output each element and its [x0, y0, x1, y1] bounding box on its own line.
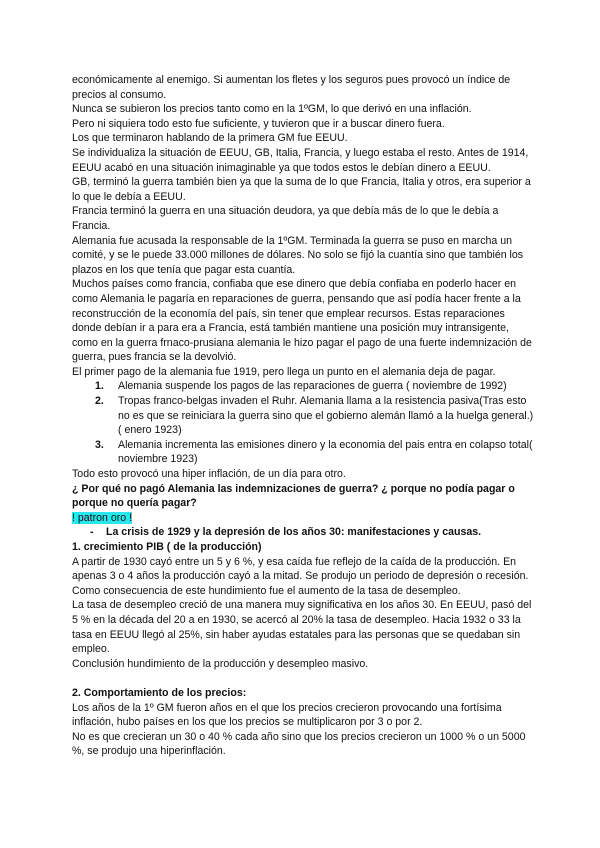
- paragraph: Los años de la 1º GM fueron años en el que los precios crecieron provocando una fortísima inflación, hubo países en los que los precios se multiplicaron por 3 o por 2.: [72, 701, 502, 729]
- paragraph: Conclusión hundimiento de la producción y desempleo masivo.: [72, 657, 369, 670]
- document-page: [72, 73, 534, 759]
- dash-bullet: -: [90, 526, 94, 539]
- paragraph: Se individualiza la situación de EEUU, GB, Italia, Francia, y luego estaba el resto. Antes de 1914, EEUU acabó en una situación inimaginable ya que todos estos le debían dinero a EEUU.: [72, 146, 529, 174]
- paragraph: económicamente al enemigo. Si aumentan los fletes y los seguros pues provocó un índice de precios al consumo.: [72, 74, 511, 101]
- section-title: La crisis de 1929 y la depresión de los años 30: manifestaciones y causas.: [106, 526, 482, 539]
- paragraph: Los que terminaron hablando de la primera GM fue EEUU.: [72, 132, 348, 145]
- paragraph: Muchos países como francia, confiaba que ese dinero que debía confiaba en poderlo hacer en como Alemania le pagaría en reparaciones de guerra, pensando que así podía hacer frente a la reconstrucción de la economía del país, sin tener que emplear recursos. Estas reparaciones donde debían ir a para era a Francia, está también mantiene una posición muy intransigente, como en la guerra frnaco-prusiana alemania le hizo pagar el pago de una fuerte indemnización de guerra, pues francia se la devolvió.: [72, 278, 532, 364]
- paragraph: A partir de 1930 cayó entre un 5 y 6 %, y esa caída fue reflejo de la caída de la producción. En apenas 3 o 4 años la producción cayó a la mitad. Se produjo un periodo de depresión o recesión. Como consecuencia de este hundimiento fue el aumento de la tasa de desempleo.: [72, 555, 529, 597]
- list-number: 2.: [95, 395, 104, 408]
- list-item: [72, 394, 534, 438]
- paragraph: Alemania fue acusada la responsable de la 1ºGM. Terminada la guerra se puso en marcha un comité, y se le puede 33.000 millones de dólares. No solo se fijó la cuantía sino que también los plazos en los que tenía que pagar esta cuantía.: [72, 234, 524, 276]
- subheading: 1. crecimiento PIB ( de la producción): [72, 541, 262, 553]
- list-item-text: Alemania incrementa las emisiones dinero y la economia del pais entra en colapso total( noviembre 1923): [118, 438, 533, 466]
- paragraph: Pero ni siquiera todo esto fue suficiente, y tuvieron que ir a buscar dinero fuera.: [72, 117, 445, 130]
- paragraph: Francia terminó la guerra en una situación deudora, ya que debía más de lo que le debía a Francia.: [72, 205, 499, 232]
- section-heading: [72, 525, 534, 540]
- spacer: [72, 671, 534, 686]
- subheading: 2. Comportamiento de los precios:: [72, 686, 247, 699]
- question-text: ¿ Por qué no pagó Alemania las indemnizaciones de guerra? ¿ porque no podía pagar o porque no quería pagar?: [72, 482, 515, 510]
- paragraph: Nunca se subieron los precios tanto como en la 1ºGM, lo que derivó en una inflación.: [72, 103, 472, 116]
- highlight-note: ! patron oro !: [72, 511, 133, 524]
- paragraph: El primer pago de la alemania fue 1919, pero llega un punto en el alemania deja de pagar.: [72, 365, 496, 378]
- numbered-list: [72, 379, 534, 467]
- list-number: 1.: [95, 380, 104, 393]
- list-item-text: Tropas franco-belgas invaden el Ruhr. Alemania llama a la resistencia pasiva(Tras esto no es que se reiniciara la guerra sino que el gobierno alemán llamó a la huelga general.) ( enero 1923): [118, 395, 534, 437]
- list-item-text: Alemania suspende los pagos de las reparaciones de guerra ( noviembre de 1992): [118, 380, 507, 393]
- list-item: [72, 438, 534, 467]
- paragraph: GB, terminó la guerra también bien ya que la suma de lo que Francia, Italia y otros, era superior a lo que le debía a EEUU.: [72, 176, 531, 203]
- paragraph: No es que crecieran un 30 o 40 % cada año sino que los precios crecieron un 1000 % o un 5000 %, se produjo una hiperinflación.: [72, 730, 526, 758]
- list-number: 3.: [95, 438, 104, 451]
- paragraph: Todo esto provocó una hiper inflación, de un día para otro.: [72, 468, 346, 481]
- list-item: [72, 379, 534, 394]
- paragraph: La tasa de desempleo creció de una manera muy significativa en los años 30. En EEUU, pasó del 5 % en la década del 20 a en 1930, se acercó al 20% la tasa de desempleo. Hacia 1932 o 33 la tasa en EEUU llegó al 25%, sin haber ayudas estatales para las personas que se quedaban sin empleo.: [72, 599, 532, 656]
